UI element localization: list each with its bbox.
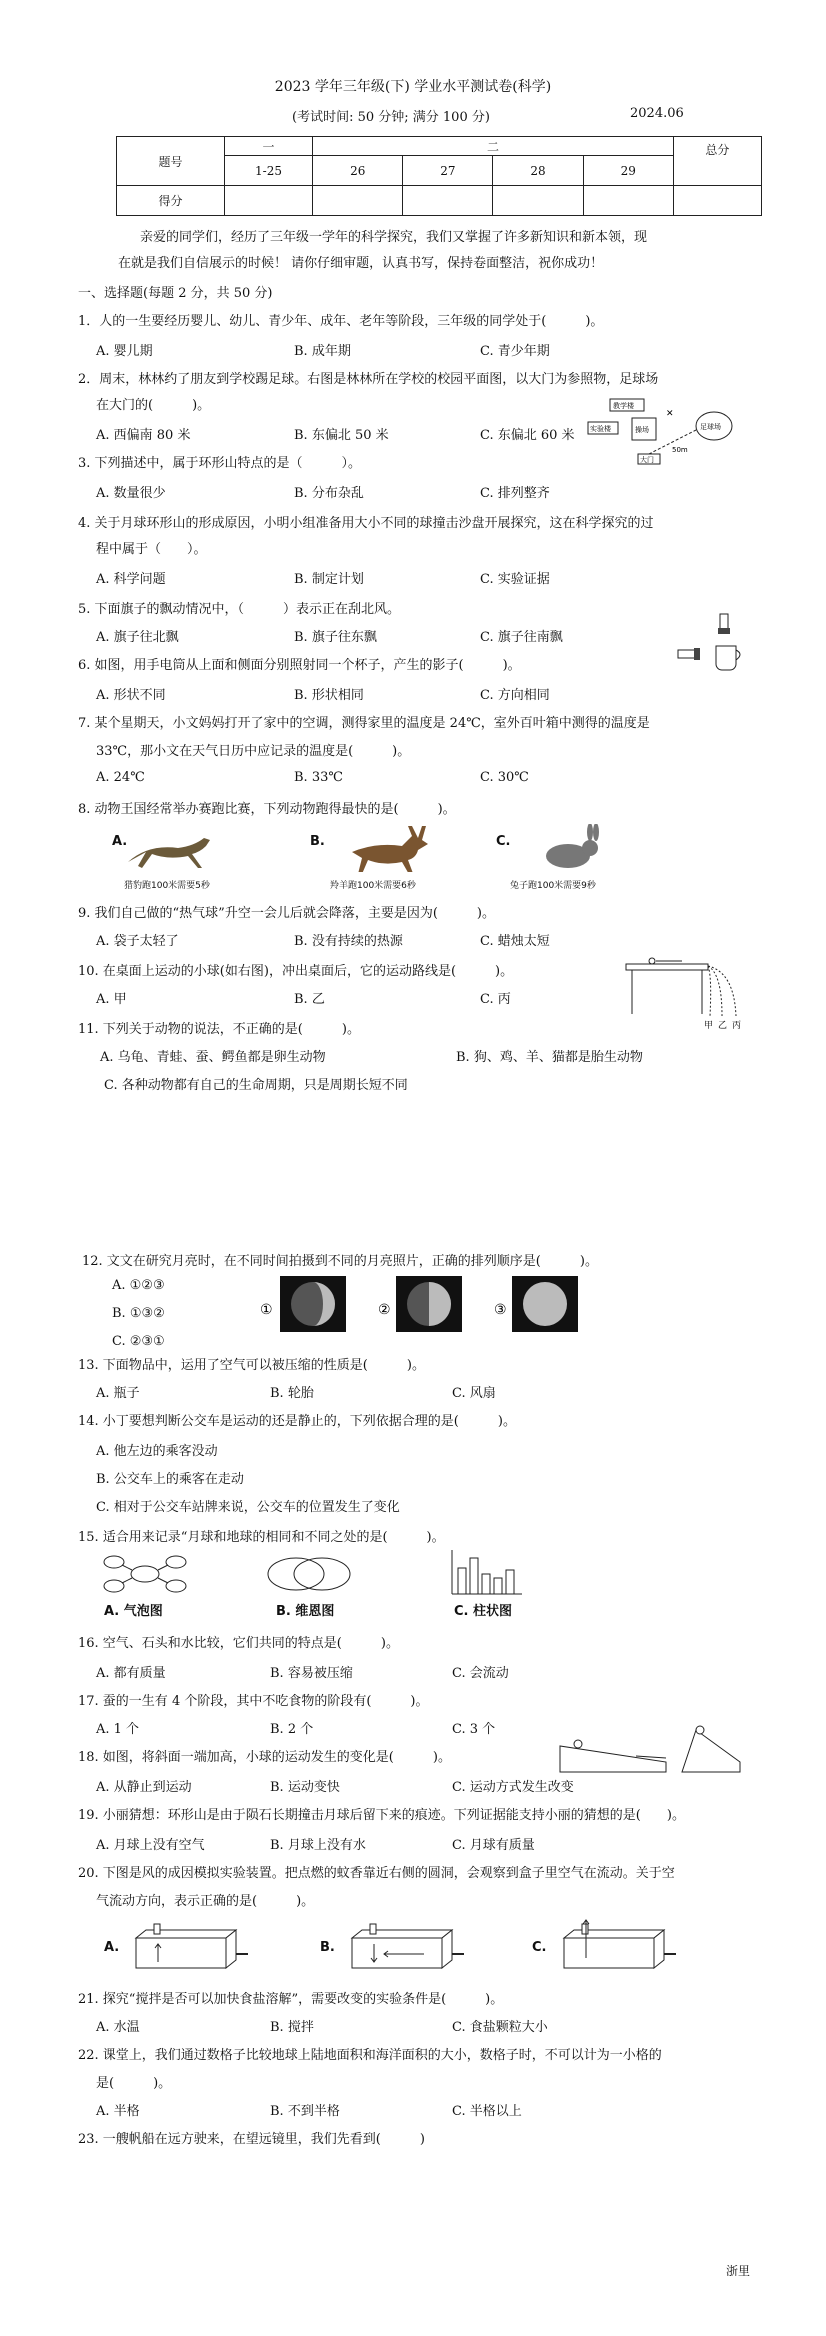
moon-photo-3 [523, 1282, 567, 1326]
q7-option-a[interactable]: A. 24℃ [96, 770, 145, 785]
question-12: 12. 文文在研究月亮时，在不同时间拍摄到不同的月亮照片，正确的排列顺序是( )。 [82, 1254, 598, 1269]
q9-option-a[interactable]: A. 袋子太轻了 [96, 934, 179, 949]
score-cell[interactable] [673, 186, 761, 216]
q14-option-a[interactable]: A. 他左边的乘客没动 [96, 1444, 218, 1459]
question-7: 7. 某个星期天，小文妈妈打开了家中的空调，测得家里的温度是 24℃，室外百叶箱中测得的温度是 [78, 716, 650, 731]
q17-option-c[interactable]: C. 3 个 [452, 1722, 496, 1737]
q16-option-c[interactable]: C. 会流动 [452, 1666, 509, 1681]
rabbit-figure [536, 824, 616, 872]
q13-option-b[interactable]: B. 轮胎 [270, 1386, 314, 1401]
question-16: 16. 空气、石头和水比较，它们共同的特点是( )。 [78, 1636, 399, 1651]
map-label: 教学楼 [613, 402, 634, 410]
cup-icon [716, 646, 736, 670]
score-table-col: 26 [313, 156, 403, 186]
question-6: 6. 如图，用手电筒从上面和侧面分别照射同一个杯子，产生的影子( )。 [78, 658, 521, 673]
q6-option-b[interactable]: B. 形状相同 [294, 688, 364, 703]
question-4: 4. 关于月球环形山的形成原因，小明小组准备用大小不同的球撞击沙盘开展探究，这在科学探究的过 [78, 516, 654, 531]
q10-option-a[interactable]: A. 甲 [96, 992, 127, 1007]
bubble-map-figure [100, 1554, 190, 1596]
cheetah-icon [128, 838, 210, 868]
map-label: 足球场 [700, 423, 721, 431]
q7-option-b[interactable]: B. 33℃ [294, 770, 343, 785]
score-cell[interactable] [583, 186, 673, 216]
map-label: 50m [672, 446, 688, 454]
question-3: 3. 下列描述中，属于环形山特点的是（ ）。 [78, 456, 362, 471]
question-9: 9. 我们自己做的“热气球”升空一会儿后就会降落，主要是因为( )。 [78, 906, 495, 921]
question-1: 1．人的一生要经历婴儿、幼儿、青少年、成年、老年等阶段，三年级的同学处于( )。 [78, 314, 604, 329]
antelope-icon [352, 826, 428, 872]
score-table-col: 1-25 [224, 156, 312, 186]
question-19: 19. 小丽猜想：环形山是由于陨石长期撞击月球后留下来的痕迹。下列证据能支持小丽的猜想的是( )。 [78, 1808, 685, 1823]
q14-option-c[interactable]: C. 相对于公交车站牌来说，公交车的位置发生了变化 [96, 1500, 400, 1515]
moon-label: ① [260, 1302, 273, 1318]
q18-option-c[interactable]: C. 运动方式发生改变 [452, 1780, 574, 1795]
antelope-figure [340, 822, 440, 872]
q20-option-c[interactable]: C. [532, 1940, 547, 1955]
q20-option-a[interactable]: A. [104, 1940, 120, 1955]
score-table-part-one: 一 [224, 137, 312, 156]
bubble-map-icon [131, 1566, 159, 1582]
score-table-title-label: 题号 [117, 137, 225, 186]
exam-date: 2024.06 [630, 106, 684, 121]
table-ball-figure [622, 954, 748, 1032]
map-label: 大门 [640, 456, 654, 464]
question-7-cont: 33℃，那小文在天气日历中应记录的温度是( )。 [96, 744, 411, 759]
wind-box-icon [352, 1938, 442, 1968]
q9-option-b[interactable]: B. 没有持续的热源 [294, 934, 403, 949]
q6-option-c[interactable]: C. 方向相同 [480, 688, 550, 703]
q8-caption-c: 兔子跑100米需要9秒 [510, 881, 596, 891]
score-table-total: 总分 [673, 137, 761, 186]
map-label: 实验楼 [590, 425, 611, 433]
q20-option-b[interactable]: B. [320, 1940, 335, 1955]
moon-label: ③ [494, 1302, 507, 1318]
score-table-col: 27 [403, 156, 493, 186]
bar-chart-figure [448, 1548, 524, 1596]
score-table [116, 136, 762, 216]
question-18: 18. 如图，将斜面一端加高，小球的运动发生的变化是( )。 [78, 1750, 451, 1765]
path-label: 丙 [732, 1021, 742, 1031]
score-cell[interactable] [493, 186, 583, 216]
question-13: 13. 下面物品中，运用了空气可以被压缩的性质是( )。 [78, 1358, 425, 1373]
question-21: 21. 探究“搅拌是否可以加快食盐溶解”，需要改变的实验条件是( )。 [78, 1992, 504, 2007]
q8-caption-a: 猎豹跑100米需要5秒 [124, 881, 210, 891]
svg-text:✕: ✕ [666, 409, 674, 419]
question-14: 14. 小丁要想判断公交车是运动的还是静止的，下列依据合理的是( )。 [78, 1414, 516, 1429]
q11-option-a[interactable]: A. 乌龟、青蛙、蚕、鳄鱼都是卵生动物 [100, 1050, 326, 1065]
q8-option-a[interactable]: A. [112, 834, 128, 849]
q22-option-b[interactable]: B. 不到半格 [270, 2104, 340, 2119]
q3-option-b[interactable]: B. 分布杂乱 [294, 486, 364, 501]
wind-box-icon [564, 1938, 654, 1968]
q22-option-c[interactable]: C. 半格以上 [452, 2104, 522, 2119]
q21-option-a[interactable]: A. 水温 [96, 2020, 140, 2035]
question-10: 10. 在桌面上运动的小球(如右图)，冲出桌面后，它的运动路线是( )。 [78, 964, 514, 979]
q2-option-b[interactable]: B. 东偏北 50 米 [294, 428, 389, 443]
path-label: 乙 [718, 1021, 728, 1031]
score-cell[interactable] [313, 186, 403, 216]
question-4-cont: 程中属于（ ）。 [96, 542, 207, 557]
q18-option-b[interactable]: B. 运动变快 [270, 1780, 340, 1795]
q13-option-a[interactable]: A. 瓶子 [96, 1386, 140, 1401]
question-15: 15. 适合用来记录“月球和地球的相同和不同之处的是( )。 [78, 1530, 445, 1545]
flashlight-top-icon [720, 614, 728, 630]
q1-option-a[interactable]: A. 婴儿期 [96, 344, 153, 359]
page-footer: 浙里 [726, 2264, 751, 2278]
q18-option-a[interactable]: A. 从静止到运动 [96, 1780, 192, 1795]
question-22: 22. 课堂上，我们通过数格子比较地球上陆地面积和海洋面积的大小，数格子时，不可以计为一小格的 [78, 2048, 662, 2063]
q5-option-c[interactable]: C. 旗子往南飘 [480, 630, 563, 645]
wind-box-icon [136, 1938, 226, 1968]
q21-option-b[interactable]: B. 搅拌 [270, 2020, 314, 2035]
question-5: 5. 下面旗子的飘动情况中，（ ）表示正在刮北风。 [78, 602, 401, 617]
q8-option-b[interactable]: B. [310, 834, 325, 849]
q15-option-a[interactable]: A. 气泡图 [104, 1604, 163, 1619]
q10-option-c[interactable]: C. 丙 [480, 992, 511, 1007]
q4-option-b[interactable]: B. 制定计划 [294, 572, 364, 587]
path-label: 甲 [704, 1021, 714, 1031]
question-2-cont: 在大门的( )。 [96, 398, 211, 413]
q6-option-a[interactable]: A. 形状不同 [96, 688, 166, 703]
q11-option-c[interactable]: C. 各种动物都有自己的生命周期，只是周期长短不同 [104, 1078, 408, 1093]
q9-option-c[interactable]: C. 蜡烛太短 [480, 934, 550, 949]
score-table-col: 29 [583, 156, 673, 186]
intro-line-1: 亲爱的同学们，经历了三年级一学年的科学探究，我们又掌握了许多新知识和新本领，现 [140, 230, 648, 245]
q16-option-b[interactable]: B. 容易被压缩 [270, 1666, 353, 1681]
flashlight-side-icon [678, 650, 696, 658]
flashlight-cup-figure [676, 612, 746, 674]
exam-info: (考试时间: 50 分钟; 满分 100 分) [292, 110, 490, 125]
score-table-col: 28 [493, 156, 583, 186]
slope-figure [556, 1722, 746, 1778]
high-slope-icon [682, 1730, 740, 1772]
score-table-part-two: 二 [313, 137, 674, 156]
q17-option-b[interactable]: B. 2 个 [270, 1722, 314, 1737]
q5-option-b[interactable]: B. 旗子往东飘 [294, 630, 377, 645]
q15-option-b[interactable]: B. 维恩图 [276, 1604, 335, 1619]
question-17: 17. 蚕的一生有 4 个阶段，其中不吃食物的阶段有( )。 [78, 1694, 429, 1709]
question-20: 20. 下图是风的成因模拟实验装置。把点燃的蚊香靠近右侧的圆洞，会观察到盒子里空气在流动。关于空 [78, 1866, 675, 1881]
score-cell[interactable] [403, 186, 493, 216]
question-20-cont: 气流动方向，表示正确的是( )。 [96, 1894, 315, 1909]
question-2: 2．周末，林林约了朋友到学校踢足球。右图是林林所在学校的校园平面图，以大门为参照物，足球场 [78, 372, 659, 387]
venn-diagram-icon [268, 1558, 324, 1590]
q12-option-c[interactable]: C. ②③① [112, 1334, 165, 1349]
q22-option-a[interactable]: A. 半格 [96, 2104, 140, 2119]
q13-option-c[interactable]: C. 风扇 [452, 1386, 496, 1401]
q7-option-c[interactable]: C. 30℃ [480, 770, 529, 785]
q16-option-a[interactable]: A. 都有质量 [96, 1666, 166, 1681]
q15-option-c[interactable]: C. 柱状图 [454, 1604, 513, 1619]
q14-option-b[interactable]: B. 公交车上的乘客在走动 [96, 1472, 244, 1487]
q8-caption-b: 羚羊跑100米需要6秒 [330, 881, 416, 891]
q17-option-a[interactable]: A. 1 个 [96, 1722, 140, 1737]
map-label: 操场 [635, 426, 649, 434]
low-slope-icon [560, 1746, 666, 1772]
q4-option-c[interactable]: C. 实验证据 [480, 572, 550, 587]
cheetah-figure [118, 830, 228, 874]
score-cell[interactable] [224, 186, 312, 216]
question-23: 23. 一艘帆船在远方驶来，在望远镜里，我们先看到( ) [78, 2132, 425, 2147]
q19-option-a[interactable]: A. 月球上没有空气 [96, 1838, 205, 1853]
q3-option-a[interactable]: A. 数量很少 [96, 486, 166, 501]
q10-option-b[interactable]: B. 乙 [294, 992, 325, 1007]
wind-box-b [344, 1920, 468, 1976]
q21-option-c[interactable]: C. 食盐颗粒大小 [452, 2020, 548, 2035]
q4-option-a[interactable]: A. 科学问题 [96, 572, 166, 587]
q12-option-a[interactable]: A. ①②③ [112, 1278, 165, 1293]
section-heading: 一、选择题(每题 2 分，共 50 分) [78, 286, 273, 301]
q1-option-b[interactable]: B. 成年期 [294, 344, 351, 359]
moon-phases-figure [258, 1274, 588, 1336]
question-8: 8. 动物王国经常举办赛跑比赛，下列动物跑得最快的是( )。 [78, 802, 456, 817]
ball-icon [649, 958, 655, 964]
q2-option-a[interactable]: A. 西偏南 80 米 [96, 428, 191, 443]
table-icon [626, 964, 708, 970]
q3-option-c[interactable]: C. 排列整齐 [480, 486, 550, 501]
campus-map-figure [586, 396, 736, 468]
q12-option-b[interactable]: B. ①③② [112, 1306, 165, 1321]
venn-diagram-figure [264, 1554, 354, 1596]
question-22-cont: 是( )。 [96, 2076, 172, 2091]
exam-title: 2023 学年三年级(下) 学业水平测试卷(科学) [274, 79, 552, 95]
intro-line-2: 在就是我们自信展示的时候！ 请你仔细审题，认真书写，保持卷面整洁，祝你成功！ [118, 256, 604, 271]
q19-option-b[interactable]: B. 月球上没有水 [270, 1838, 366, 1853]
q5-option-a[interactable]: A. 旗子往北飘 [96, 630, 179, 645]
q1-option-c[interactable]: C. 青少年期 [480, 344, 550, 359]
moon-label: ② [378, 1302, 391, 1318]
q11-option-b[interactable]: B. 狗、鸡、羊、猫都是胎生动物 [456, 1050, 643, 1065]
score-table-score-label: 得分 [117, 186, 225, 216]
question-11: 11. 下列关于动物的说法，不正确的是( )。 [78, 1022, 360, 1037]
wind-box-a [128, 1920, 252, 1976]
q2-option-c[interactable]: C. 东偏北 60 米 [480, 428, 575, 443]
wind-box-c [556, 1918, 680, 1976]
q19-option-c[interactable]: C. 月球有质量 [452, 1838, 535, 1853]
q8-option-c[interactable]: C. [496, 834, 511, 849]
